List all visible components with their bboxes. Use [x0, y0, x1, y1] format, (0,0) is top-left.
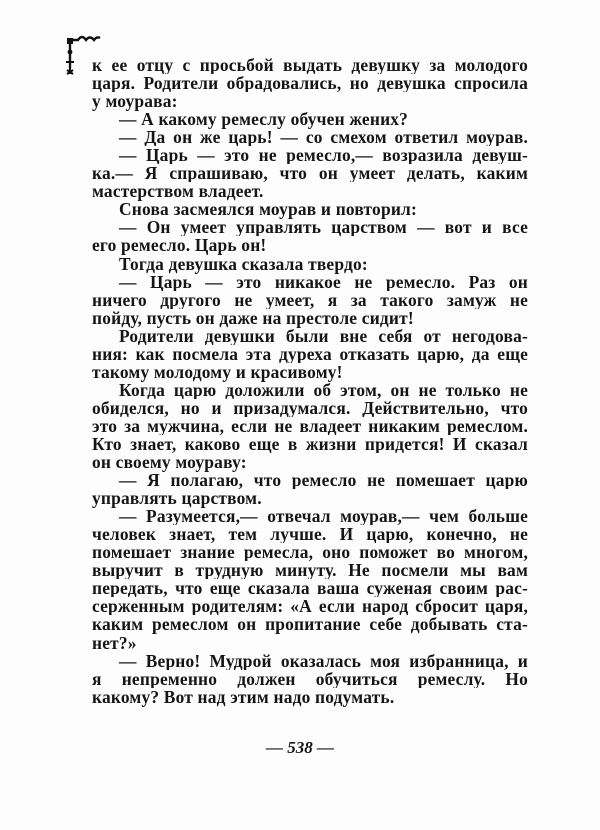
text-line: ка.— Я спрашиваю, что он умеет делать, каким [92, 164, 528, 183]
text-line: Снова засмеялся моурав и повторил: [119, 199, 417, 220]
text-line: обиделся, но и призадумался. Действительно, что [92, 398, 528, 417]
text-line: ния: как посмела эта дуреха отказать царю, да еще [92, 344, 528, 363]
text-line: такому молодому и красивому! [92, 361, 343, 382]
text-line: Родители девушки были вне себя от негодова- [119, 326, 528, 345]
text-line: ничего другого не умеет, я за такого замуж не [92, 290, 528, 309]
text-line: каким ремеслом он пропитание себе добывать ста- [92, 615, 528, 634]
text-line: — Я полагаю, что ремесло не помешает царю [119, 471, 528, 490]
text-line: это за мужчина, если не владеет никаким ремеслом. [92, 416, 528, 435]
body-text [92, 56, 528, 706]
text-line: нет?» [92, 632, 137, 653]
text-line: выручит в трудную минуту. Не посмели мы вам [92, 561, 528, 580]
text-line: — Да он же царь! — со смехом ответил моурав. [119, 128, 528, 147]
text-line: к ее отцу с просьбой выдать девушку за молодого [92, 56, 528, 75]
text-line: — Царь — это никакое не ремесло. Раз он [119, 272, 528, 291]
text-line: помешает знание ремесла, оно поможет во многом, [92, 543, 528, 562]
text-line: у моурава: [92, 91, 178, 112]
text-line: мастерством владеет. [92, 181, 264, 202]
text-line: — Верно! Мудрой оказалась моя избранница, и [119, 651, 528, 670]
text-line: его ремесло. Царь он! [92, 235, 267, 256]
text-line: — Царь — это не ремесло,— возразила девуш- [119, 146, 528, 165]
text-line: Кто знает, каково еще в жизни придется! И сказал [92, 434, 528, 454]
text-line: серженным родителям: «А если народ сбросит царя, [92, 597, 528, 616]
text-line: я непременно должен обучиться ремеслу. Но [92, 669, 528, 688]
text-line: Когда царю доложили об этом, он не только не [119, 380, 528, 399]
text-line: пойду, пусть он даже на престоле сидит! [92, 307, 414, 328]
text-line: человек знает, тем лучше. И царю, конечно, не [92, 525, 528, 544]
text-line: передать, что еще сказала ваша суженая своим рас- [92, 579, 528, 598]
text-line: царя. Родители обрадовались, но девушка спросила [92, 74, 528, 93]
text-line: — Он умеет управлять царством — вот и все [119, 218, 528, 237]
text-line: — Разумеется,— отвечал моурав,— чем больше [119, 507, 528, 526]
text-line: какому? Вот над этим надо подумать. [92, 686, 395, 707]
text-line: — А какому ремеслу обучен жених? [119, 109, 409, 130]
page-number: — 538 — [266, 738, 334, 757]
text-line: Тогда девушка сказала твердо: [119, 253, 368, 274]
text-line: он своему моураву: [92, 452, 247, 473]
text-line: управлять царством. [92, 488, 262, 509]
